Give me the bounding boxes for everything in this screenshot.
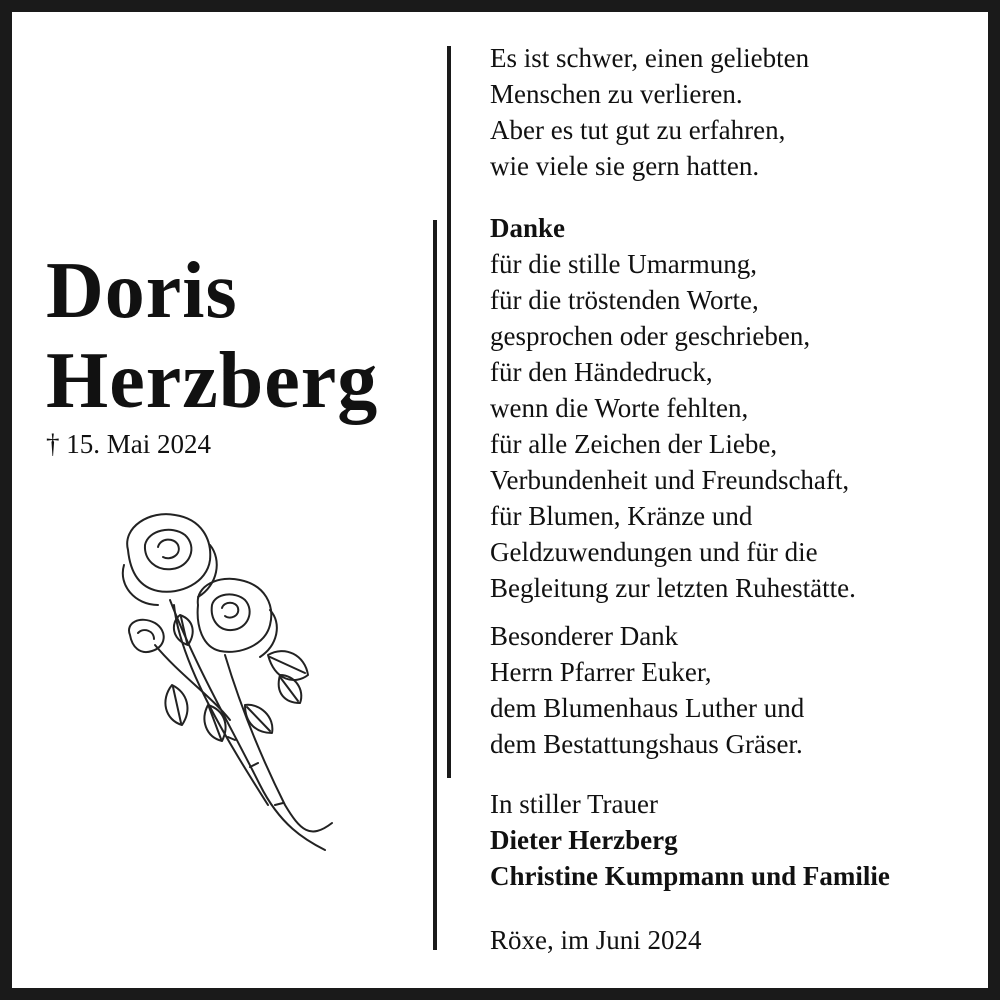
mourner-name: Dieter Herzberg <box>490 825 678 855</box>
special-thanks-block <box>490 618 804 762</box>
divider-line-upper <box>447 46 451 778</box>
divider-line-lower <box>433 220 437 950</box>
thanks-heading: Danke <box>490 213 566 243</box>
thanks-line: Verbundenheit und Freundschaft, <box>490 465 850 495</box>
verse-line: Menschen zu verlieren. <box>490 79 743 109</box>
verse-block <box>490 40 809 184</box>
thanks-line: für die tröstenden Worte, <box>490 285 759 315</box>
roses-illustration-icon <box>110 505 350 865</box>
special-thanks-line: Besonderer Dank <box>490 621 679 651</box>
thanks-line: Geldzuwendungen und für die <box>490 537 818 567</box>
thanks-line: wenn die Worte fehlten, <box>490 393 749 423</box>
thanks-block <box>490 210 856 606</box>
last-name: Herzberg <box>46 337 379 425</box>
verse-line: wie viele sie gern hatten. <box>490 151 760 181</box>
thanks-line: für alle Zeichen der Liebe, <box>490 429 778 459</box>
first-name: Doris <box>46 247 238 335</box>
special-thanks-line: dem Bestattungshaus Gräser. <box>490 729 803 759</box>
place-date: Röxe, im Juni 2024 <box>490 925 702 955</box>
verse-line: Aber es tut gut zu erfahren, <box>490 115 786 145</box>
mourner-name: Christine Kumpmann und Familie <box>490 861 890 891</box>
thanks-line: für die stille Umarmung, <box>490 249 757 279</box>
special-thanks-line: dem Blumenhaus Luther und <box>490 693 805 723</box>
deceased-name <box>46 246 378 426</box>
signoff-intro: In stiller Trauer <box>490 789 658 819</box>
verse-line: Es ist schwer, einen geliebten <box>490 43 810 73</box>
mourners-block <box>490 786 890 894</box>
thanks-line: für den Händedruck, <box>490 357 713 387</box>
thanks-line: gesprochen oder geschrieben, <box>490 321 811 351</box>
death-date: † 15. Mai 2024 <box>46 429 211 459</box>
thanks-line: für Blumen, Kränze und <box>490 501 753 531</box>
special-thanks-line: Herrn Pfarrer Euker, <box>490 657 712 687</box>
thanks-line: Begleitung zur letzten Ruhestätte. <box>490 573 856 603</box>
